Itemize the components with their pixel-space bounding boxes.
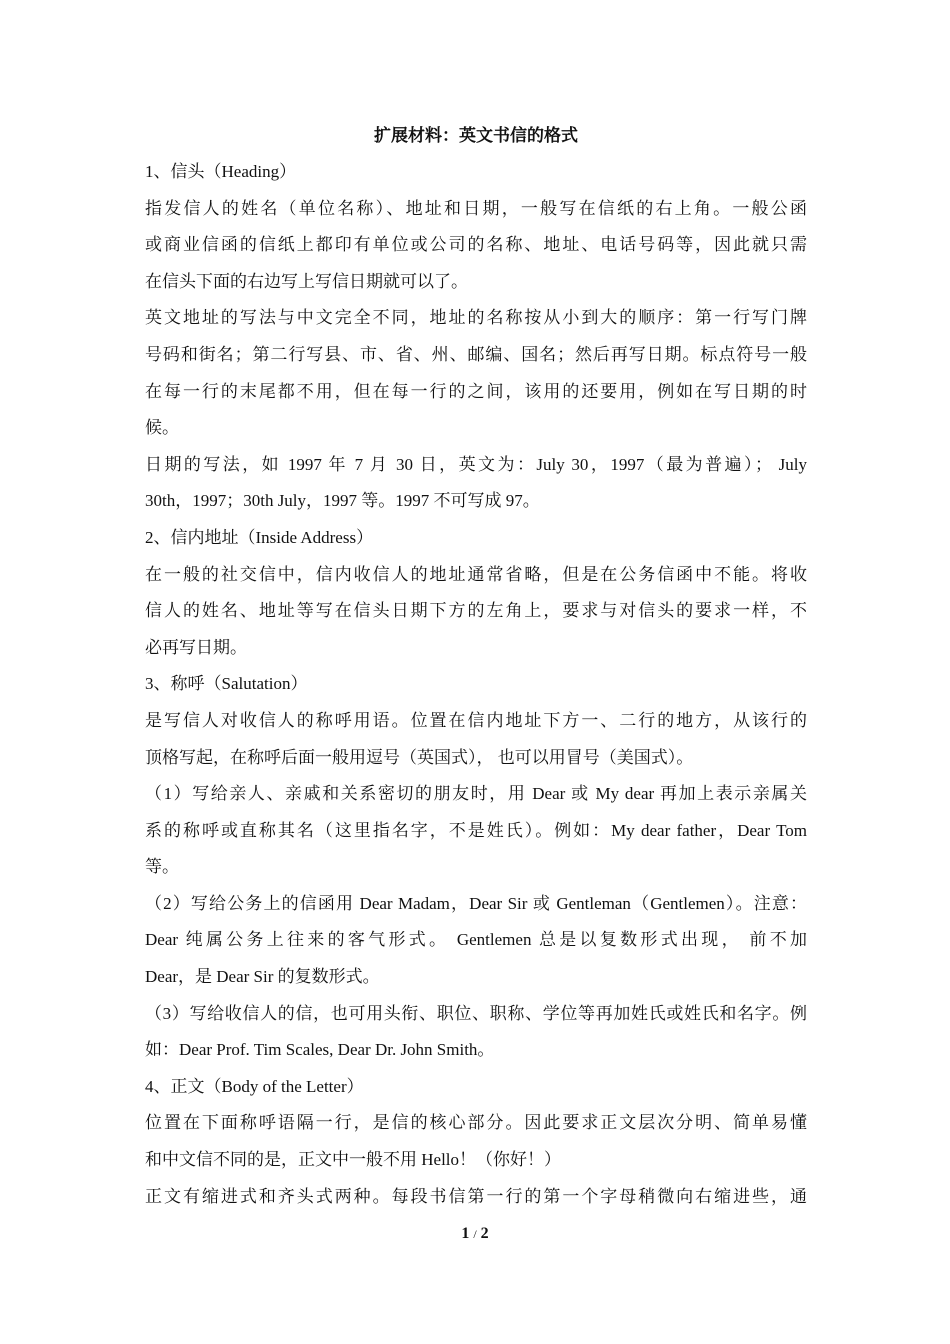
text-line: 3、称呼（Salutation） [145, 674, 308, 694]
document-lines [145, 154, 807, 1215]
text-line: 候。 [145, 418, 179, 438]
text-line: 号码和街名；第二行写县、市、省、州、邮编、国名；然后再写日期。标点符号一般 [145, 344, 807, 364]
text-line: 2、信内地址（Inside Address） [145, 527, 374, 547]
text-line: 正文有缩进式和齐头式两种。每段书信第一行的第一个字母稍微向右缩进些，通 [145, 1186, 807, 1206]
text-line: 指发信人的姓名（单位名称）、地址和日期，一般写在信纸的右上角。一般公函 [145, 198, 807, 218]
text-line: 英文地址的写法与中文完全不同，地址的名称按从小到大的顺序：第一行写门牌 [145, 308, 807, 328]
text-line: 在每一行的末尾都不用，但在每一行的之间，该用的还要用，例如在写日期的时 [145, 381, 807, 401]
text-line: 必再写日期。 [145, 637, 247, 657]
document-body [145, 118, 807, 1215]
page-current: 1 [461, 1225, 470, 1242]
text-line: Dear，是 Dear Sir 的复数形式。 [145, 967, 380, 987]
text-line: 是写信人对收信人的称呼用语。位置在信内地址下方一、二行的地方，从该行的 [145, 710, 807, 730]
text-line: Dear 纯属公务上往来的客气形式。 Gentlemen 总是以复数形式出现， 前不加 [145, 930, 807, 950]
page-separator: / [473, 1227, 477, 1241]
text-line: （1）写给亲人、亲戚和关系密切的朋友时，用 Dear 或 My dear 再加上表示亲属关 [145, 784, 807, 804]
text-line: 日期的写法，如 1997 年 7 月 30 日，英文为：July 30，1997（最为普遍）； July [145, 454, 807, 474]
page-number [0, 1225, 950, 1243]
text-line: 1、信头（Heading） [145, 162, 297, 181]
text-line: 在一般的社交信中，信内收信人的地址通常省略，但是在公务信函中不能。将收 [145, 564, 807, 584]
page-total: 2 [480, 1225, 489, 1242]
text-line: 或商业信函的信纸上都印有单位或公司的名称、地址、电话号码等，因此就只需 [145, 235, 807, 255]
text-line: （2）写给公务上的信函用 Dear Madam，Dear Sir 或 Gentleman（Gentlemen）。注意： [145, 893, 807, 913]
text-line: 等。 [145, 857, 179, 877]
text-line: （3）写给收信人的信，也可用头衔、职位、职称、学位等再加姓氏或姓氏和名字。例 [145, 1003, 807, 1023]
text-line: 顶格写起，在称呼后面一般用逗号（英国式）， 也可以用冒号（美国式）。 [145, 747, 694, 767]
text-line: 在信头下面的右边写上写信日期就可以了。 [145, 271, 468, 291]
text-line: 4、正文（Body of the Letter） [145, 1076, 364, 1096]
text-line: 30th，1997；30th July，1997 等。1997 不可写成 97。 [145, 491, 540, 511]
text-line: 和中文信不同的是，正文中一般不用 Hello！（你好！） [145, 1150, 562, 1170]
text-line: 信人的姓名、地址等写在信头日期下方的左角上，要求与对信头的要求一样，不 [145, 601, 807, 621]
text-line: 系的称呼或直称其名（这里指名字，不是姓氏）。例如：My dear father，Dear Tom [145, 820, 807, 840]
text-line: 如：Dear Prof. Tim Scales, Dear Dr. John Smith。 [145, 1040, 495, 1060]
text-line: 位置在下面称呼语隔一行，是信的核心部分。因此要求正文层次分明、简单易懂 [145, 1113, 807, 1133]
document-title: 扩展材料：英文书信的格式 [374, 126, 578, 145]
